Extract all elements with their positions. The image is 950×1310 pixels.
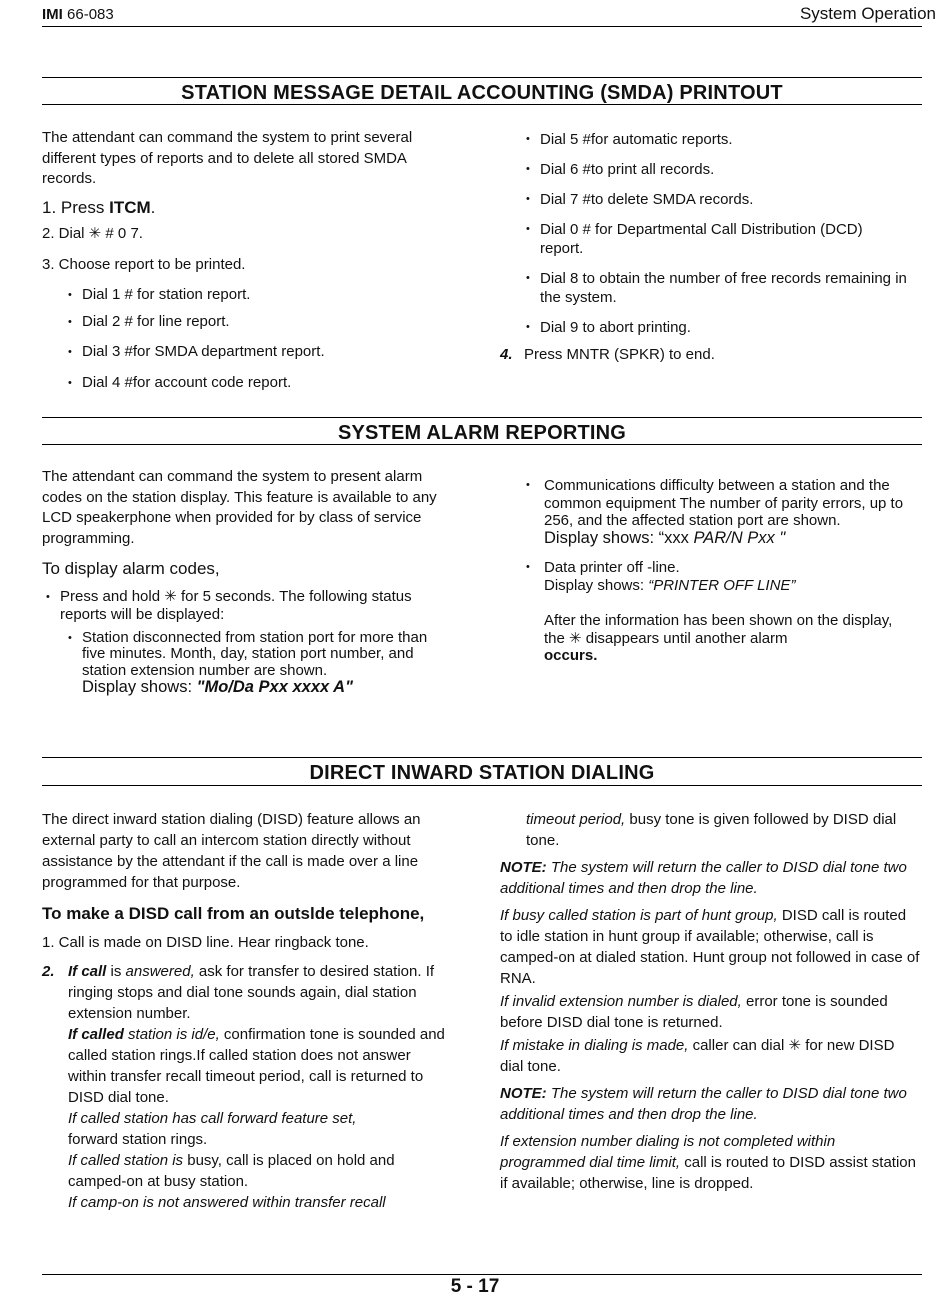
smda-option: • Dial 3 #for SMDA department report. [64,342,422,363]
smda-top-rule [42,77,922,78]
smda-option: • Dial 1 # for station report. [64,285,422,306]
disd-camp-on: If camp-on is not answered within transfer recall [68,1194,386,1211]
disd-call-forward: If called station has call forward feature set, forward station rings. [68,1110,357,1148]
smda-option: • Dial 9 to abort printing. [522,318,910,337]
smda-option: • Dial 8 to obtain the number of free records remaining in the system. [522,269,910,307]
smda-bottom-rule [42,104,922,105]
disd-mistake: If mistake in dialing is made, caller can dial ✳ for new DISD dial tone. [500,1037,895,1075]
smda-option: • Dial 4 #for account code report. [64,373,422,394]
disd-title: DIRECT INWARD STATION DIALING [309,762,655,784]
alarm-title: SYSTEM ALARM REPORTING [337,422,627,444]
disd-note-1: NOTE: The system will return the caller to DISD dial tone two additional times and then drop the line. [500,859,907,897]
disd-called-idle: If called station is id/e, confirmation tone is sounded and called station rings.If called station does not answer within transfer recall timeout period, call is returned to DISD dial tone. [68,1026,445,1106]
alarm-comm-difficulty: • Communications difficulty between a station and the common equipment The number of parity errors, up to 256, and the affected station port are shown. Display shows: “xxx PAR/N Pxx " [522,477,907,547]
page-number: 5 - 17 [450,1276,500,1297]
disd-step-2: 2. If call is answered, ask for transfer to desired station. If ringing stops and dial tone sounds again, dial station extension number. If called station is id/e, confirmation tone is sounded and called station rings.If called station does not answer within transfer recall timeout period, call is returned to DISD dial tone. If called station has call forward feature set, forward station rings. If called station is busy, call is placed on hold and camped-on at busy station. If camp-on is not answered within transfer recall [42,961,450,1213]
disd-subhead: To make a DISD call from an outslde telephone, [42,904,425,923]
smda-step-3: 3. Choose report to be printed. [42,255,246,273]
alarm-printer-off: • Data printer off -line. Display shows: “PRINTER OFF LINE” [522,559,907,594]
alarm-bottom-rule [42,444,922,445]
smda-step-1: 1. Press ITCM. [42,197,156,217]
disd-bottom-rule [42,785,922,786]
doc-id: IMI 66-083 [42,6,114,23]
smda-option: • Dial 0 # for Departmental Call Distribution (DCD) report. [522,220,910,258]
smda-step-4: 4. Press MNTR (SPKR) to end. [500,346,715,363]
disd-intro: The direct inward station dialing (DISD) feature allows an external party to call an intercom station directly without assistance by the attendant if the call is made over a line programmed for that purpose. [42,811,421,891]
disd-hunt-group: If busy called station is part of hunt group, DISD call is routed to idle station in hunt group if available; otherwise, call is camped-on at dialed station. Hunt group not followed in case of RNA. [500,907,920,987]
alarm-right-column [522,471,907,665]
alarm-to-display: To display alarm codes, [42,559,220,578]
smda-title: STATION MESSAGE DETAIL ACCOUNTING (SMDA) PRINTOUT [181,82,783,104]
disd-timeout: timeout period, busy tone is given followed by DISD dial tone. [526,811,897,849]
smda-left-column [42,128,422,399]
disd-left-column [42,809,450,1213]
smda-option: • Dial 6 #to print all records. [522,160,910,179]
header-rule [42,26,922,27]
alarm-after-info: After the information has been shown on the display, the ✳ disappears until another alarm occurs. [544,612,893,664]
disd-note-2: NOTE: The system will return the caller to DISD dial tone two additional times and then drop the line. [500,1085,907,1123]
alarm-left-column [42,467,450,703]
disd-step-1: 1. Call is made on DISD line. Hear ringback tone. [42,934,369,951]
disd-ext-not-completed: If extension number dialing is not completed within programmed dial time limit, call is routed to DISD assist station if available; otherwise, line is dropped. [500,1133,916,1192]
smda-option: • Dial 2 # for line report. [64,312,422,333]
alarm-station-disconnected: • Station disconnected from station port for more than five minutes. Month, day, station port number, and station extension number are shown. Display shows: "Mo/Da Pxx xxxx A" [64,630,450,697]
footer-rule [42,1274,922,1275]
disd-right-column [500,809,920,1194]
disd-invalid-ext: If invalid extension number is dialed, error tone is sounded before DISD dial tone is returned. [500,993,888,1031]
disd-called-busy: If called station is busy, call is placed on hold and camped-on at busy station. [68,1152,395,1190]
smda-right-column [500,130,910,364]
disd-top-rule [42,757,922,758]
smda-intro: The attendant can command the system to print several different types of reports and to delete all stored SMDA records. [42,129,413,187]
alarm-top-rule [42,417,922,418]
smda-option: • Dial 5 #for automatic reports. [522,130,910,149]
smda-step-2: 2. Dial ✳ # 0 7. [42,225,143,242]
section-name: System Operation [799,4,936,23]
smda-option: • Dial 7 #to delete SMDA records. [522,190,910,209]
alarm-press-hold: • Press and hold ✳ for 5 seconds. The following status reports will be displayed: [42,588,450,624]
alarm-intro: The attendant can command the system to present alarm codes on the station display. This feature is available to any LCD speakerphone when provided for by class of service programming. [42,468,437,547]
